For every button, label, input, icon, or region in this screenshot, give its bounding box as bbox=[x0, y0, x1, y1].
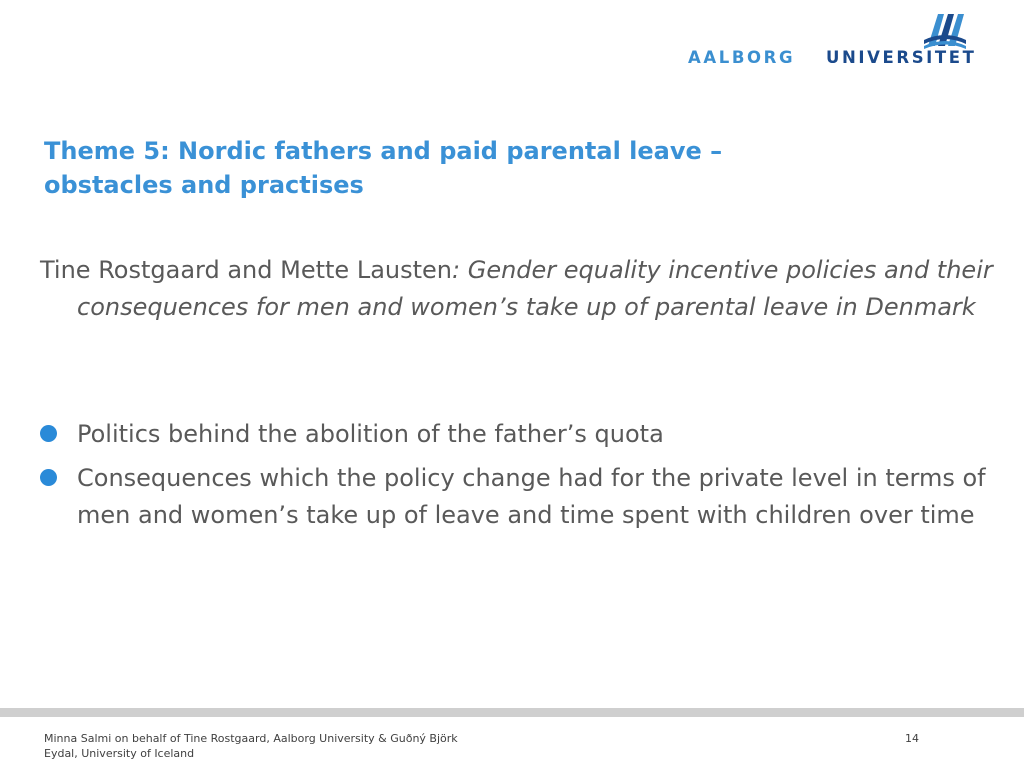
aalborg-university-logo-icon bbox=[922, 10, 968, 50]
aalborg-university-logo bbox=[688, 10, 1008, 70]
intro-authors: Tine Rostgaard and Mette Lausten bbox=[40, 256, 452, 284]
intro-paragraph bbox=[40, 252, 1024, 326]
bullet-dot-icon bbox=[40, 425, 57, 442]
footer-credit-line-2: Eydal, University of Iceland bbox=[44, 747, 195, 760]
bullet-list bbox=[40, 416, 990, 541]
logo-text-aalborg: AALBORG bbox=[688, 48, 796, 67]
logo-text-universitet: UNIVERSITET bbox=[826, 48, 977, 67]
footer-credit-line-1: Minna Salmi on behalf of Tine Rostgaard, Aalborg University & Guðný Björk bbox=[44, 732, 458, 745]
bullet-text: Consequences which the policy change had for the private level in terms of men and women’s take up of leave and time spent with children over time bbox=[77, 464, 986, 529]
footer-credit bbox=[44, 731, 524, 761]
footer-divider bbox=[0, 708, 1024, 717]
bullet-text: Politics behind the abolition of the father’s quota bbox=[77, 420, 664, 448]
page-number: 14 bbox=[905, 732, 919, 745]
slide-title bbox=[44, 134, 924, 202]
slide-title-line-1: Theme 5: Nordic fathers and paid parental leave – bbox=[44, 137, 723, 165]
intro-work-title: : Gender equality incentive policies and their consequences for men and women’s take up of parental leave in Denmark bbox=[77, 256, 993, 321]
slide-title-line-2: obstacles and practises bbox=[44, 171, 364, 199]
bullet-item bbox=[40, 460, 990, 534]
bullet-item bbox=[40, 416, 990, 453]
bullet-dot-icon bbox=[40, 469, 57, 486]
